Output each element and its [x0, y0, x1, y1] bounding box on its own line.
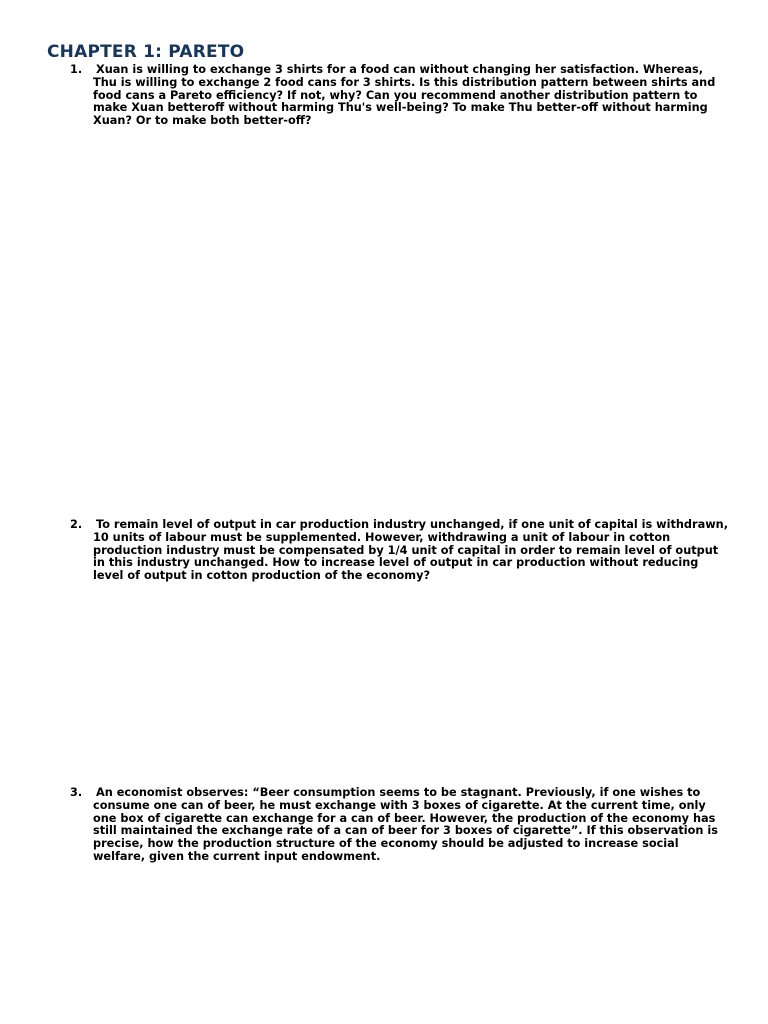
question-number: 1. — [70, 63, 83, 76]
question-item — [70, 519, 730, 583]
question-text: Xuan is willing to exchange 3 shirts for a food can without changing her satisfaction. Whereas, Thu is willing to exchange 2 food cans for 3 shirts. Is this distribution pattern between shirts and food cans a Pareto efficiency? If not, why? Can you recommend another distribution pattern to make Xuan betteroff without harming Thu's well-being? To make Thu better-off without harming Xuan? Or to make both better-off? — [93, 63, 716, 128]
question-number: 2. — [70, 518, 83, 531]
question-item — [70, 787, 730, 864]
question-text: To remain level of output in car production industry unchanged, if one unit of capital is withdrawn, 10 units of labour must be supplemented. However, withdrawing a unit of labour in cotton production industry must be compensated by 1/4 unit of capital in order to remain level of output in this industry unchanged. How to increase level of output in car production without reducing level of output in cotton production of the economy? — [93, 518, 728, 583]
question-number: 3. — [70, 786, 83, 799]
question-item — [70, 64, 730, 128]
question-text: An economist observes: “Beer consumption seems to be stagnant. Previously, if one wishes to consume one can of beer, he must exchange with 3 boxes of cigarette. At the current time, only one box of cigarette can exchange for a can of beer. However, the production of the economy has still maintained the exchange rate of a can of beer for 3 boxes of cigarette”. If this observation is precise, how the production structure of the economy should be adjusted to increase social welfare, given the current input endowment. — [93, 786, 718, 863]
chapter-title: CHAPTER 1: PARETO — [47, 42, 245, 62]
